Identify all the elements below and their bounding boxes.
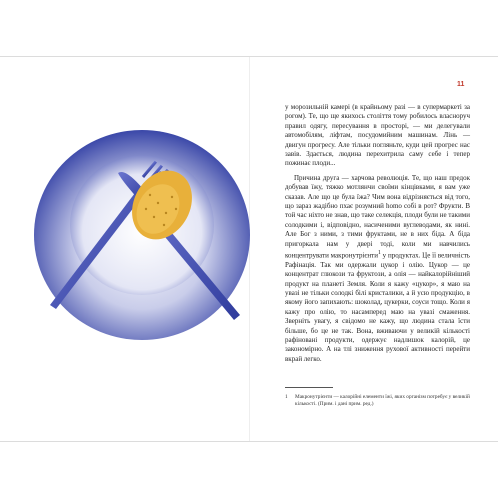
plate-illustration (30, 85, 260, 345)
footnote-reference: 1 (377, 250, 381, 257)
page-number: 11 (457, 81, 465, 88)
paragraph-text: у продуктах. Це її величність Рафінація. Так ми одержали цукор і олію. Цукор — це концентрат глюкози та фруктози, а олія — найкалорійніший продукт на планеті Земля. Коли я кажу «цукор», я маю на увазі не тільки солодкі білі кристалики, а й усю продукцію, в якому його запихають: шоколад, цукерки, соуси тощо. Коли я кажу про олію, то насамперед маю на увазі смаження. Зверніть увагу, я свідомо не кажу, що людина стала їсти більше, бо це не так. Вона, вживаючи у великій кількості рафіновані продукти, одержує надлишок калорій, це закономірно. А на тлі зниження рухової активності перейти вкрай легко. (285, 251, 470, 363)
footnote-divider (285, 387, 333, 388)
footnote-mark: 1 (285, 394, 288, 400)
footnote (285, 394, 470, 408)
paragraph (285, 174, 470, 364)
body-text (285, 103, 470, 364)
paragraph: у морозильній камері (в крайньому разі — в супермаркеті за рогом). Те, що ще якихось століття тому робилось власноруч правил одягу, пересування в просторі, — ми делегували автомобілям, ліфтам, посудомийним машинам. Лінь — двигун прогресу. Але тільки погляньте, куди цей прогрес нас завів. Здається, людина перехитрила саму себе і тепер пожинає плоди... (285, 103, 470, 168)
paragraph-text: Причина друга — харчова революція. Те, що наш предок добував їжу, тяжко мотлянчи своїми кінцівками, я вам уже сказав. Але що це була їжа? Чим вона відрізняється від того, що зараз жадібно пхає розумний homo собі в рот? Фрукти. В той час ніхто не знав, що таке селекція, плоди були не такими солодкими і, відповідно, насиченими вуглеводами, як нині. Але Бог з ними, з тими фруктами, не в них біда. А біда пригоркала нам у двері тоді, коли ми навчились концентрувати макронутрієнти (285, 173, 470, 260)
footnote-text: Макронутрієнти — калорійні елементи їжі, яких організм потребує у великій кількості. (Прим. і дані прим. ред.) (295, 394, 470, 407)
